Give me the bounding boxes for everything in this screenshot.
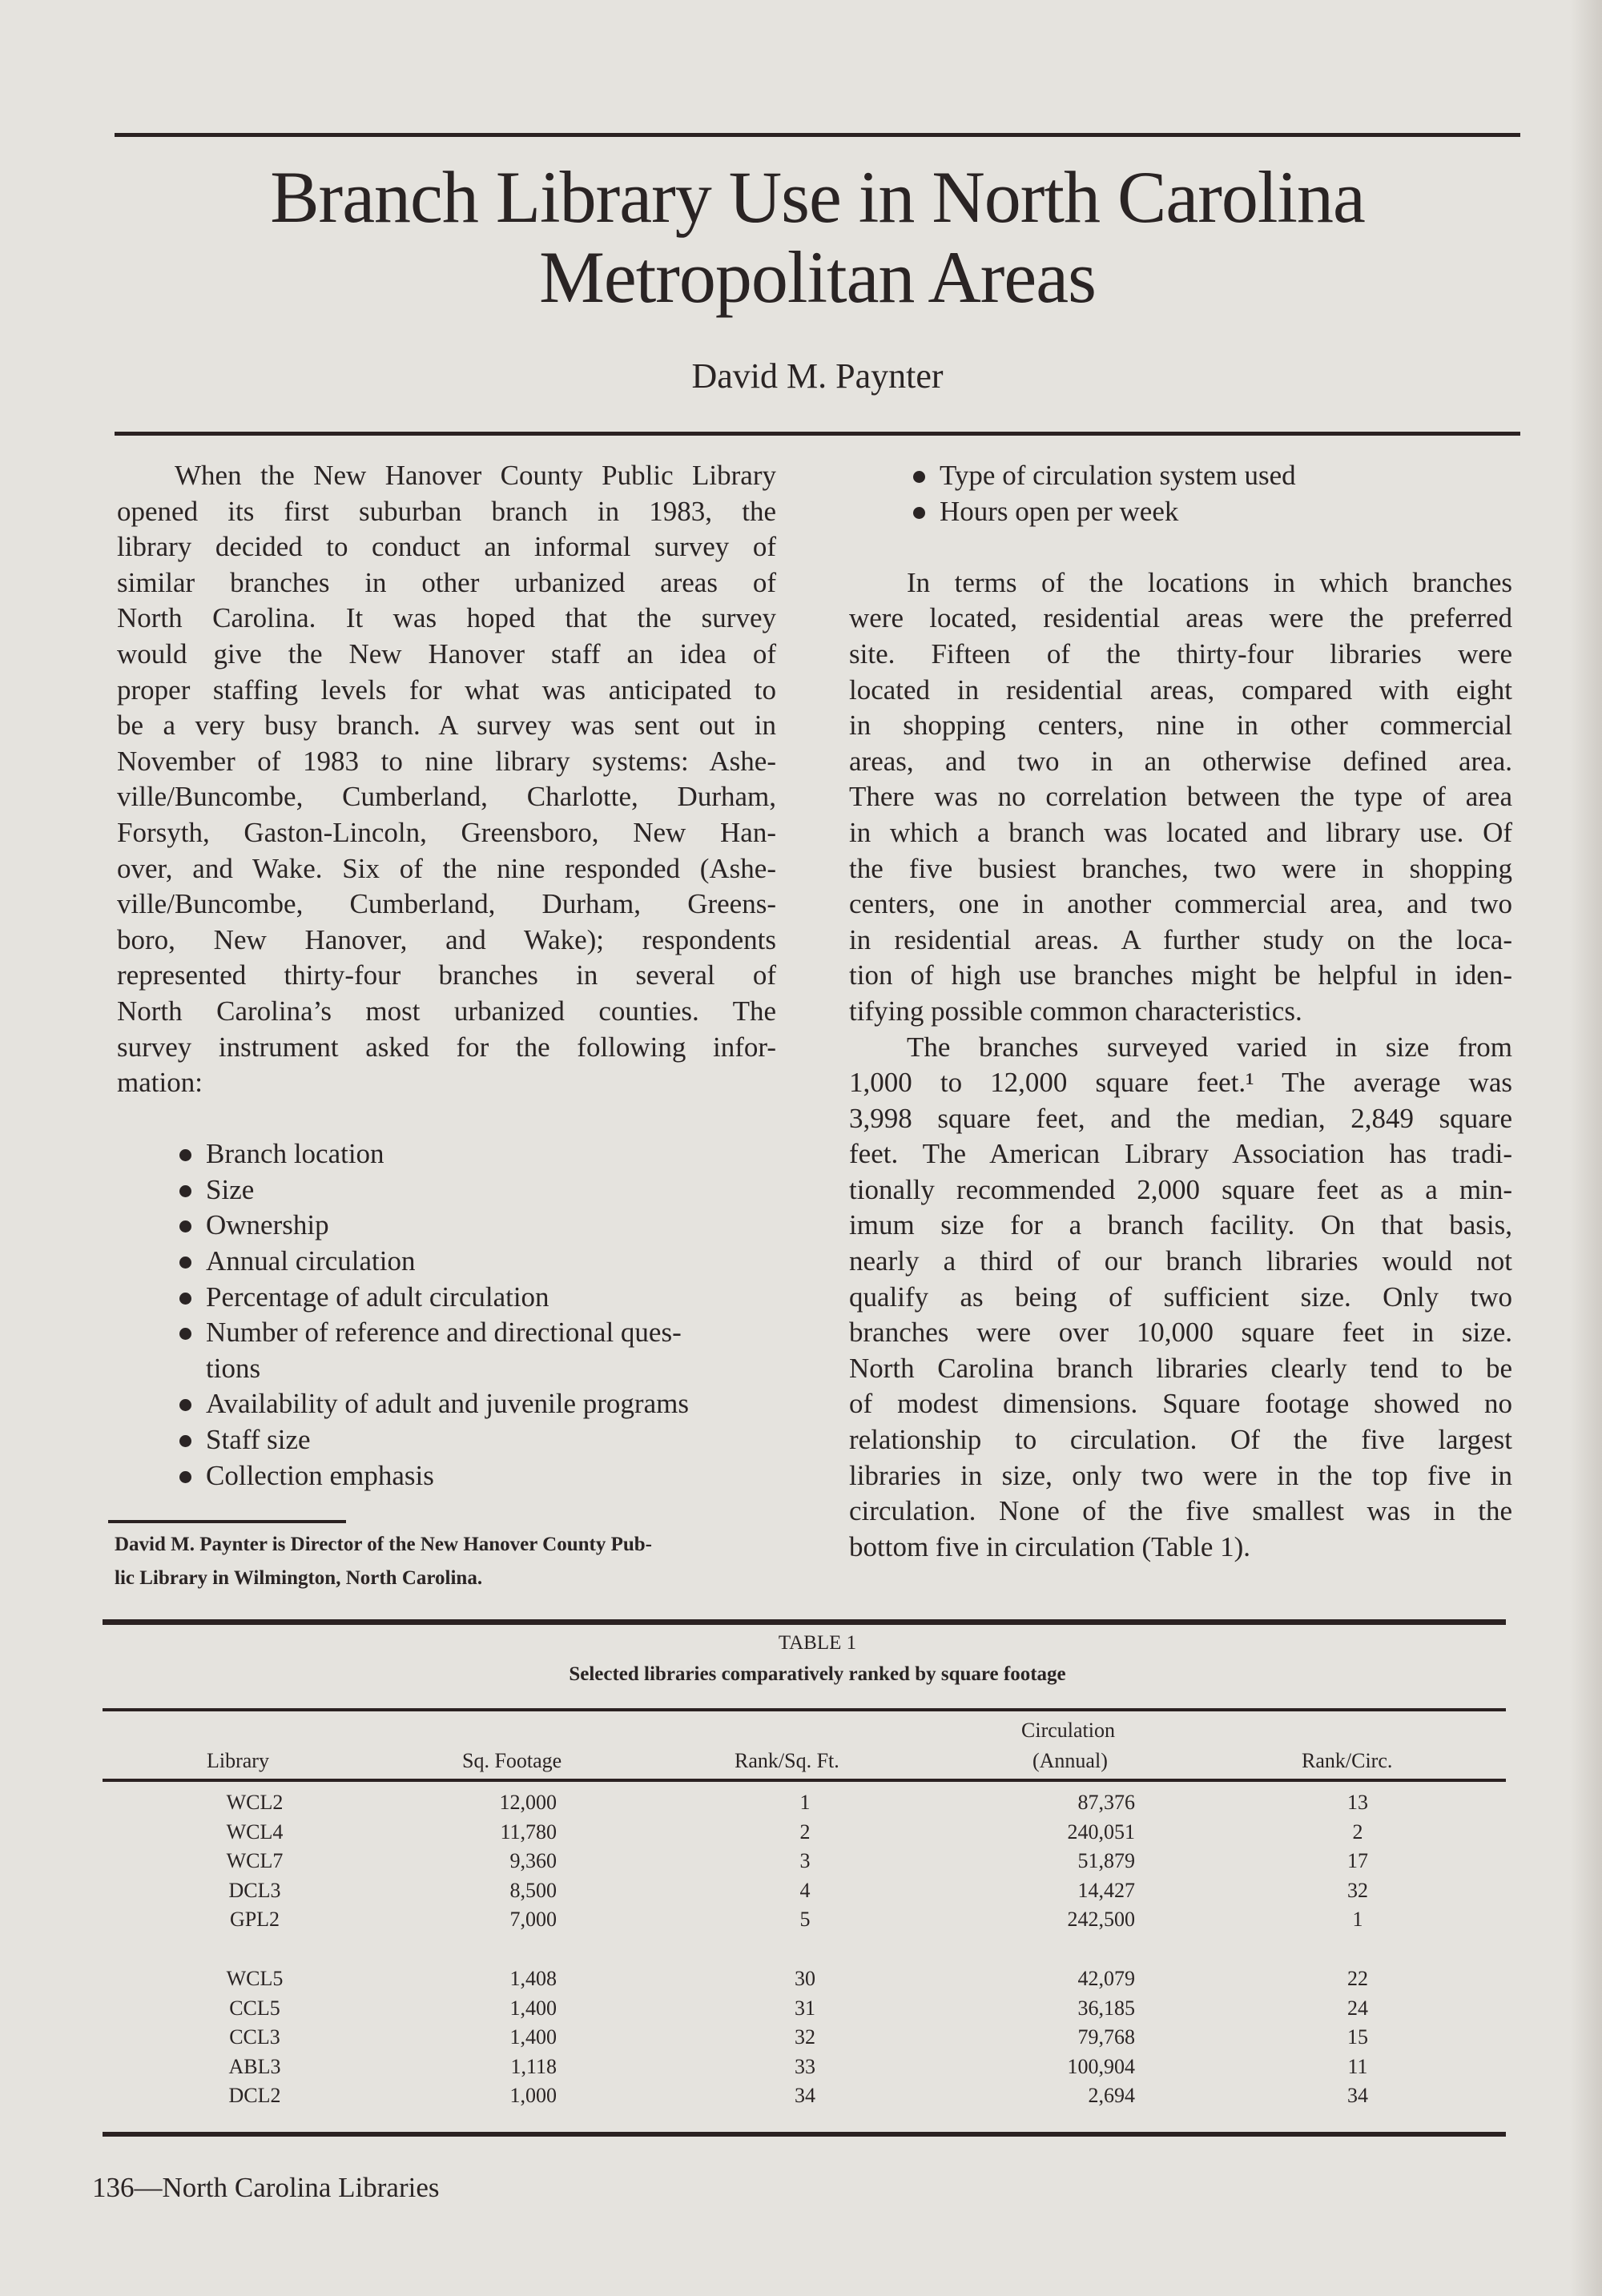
bullet-list (849, 458, 1512, 529)
paragraph-line: branches were over 10,000 square feet in size. (849, 1317, 1512, 1349)
table-cell: 13 (1347, 1791, 1368, 1814)
paragraph (117, 458, 776, 1101)
table-top-rule (103, 1619, 1506, 1625)
bullet-icon (913, 471, 925, 483)
bullet-icon (179, 1471, 191, 1483)
bullet-icon (179, 1220, 191, 1232)
bullet-icon (179, 1149, 191, 1161)
table-cell: 42,079 (1077, 1967, 1135, 1990)
paragraph-line: opened its first suburban branch in 1983, the (117, 495, 776, 527)
bullet-icon (913, 507, 925, 519)
byline: David M. Paynter (691, 356, 944, 396)
paragraph-line: North Carolina. It was hoped that the survey (117, 602, 776, 634)
paragraph-line: represented thirty-four branches in several of (117, 959, 776, 991)
article-title (115, 157, 1520, 317)
bullet-text: tions (206, 1352, 261, 1384)
table-cell: DCL2 (228, 2084, 281, 2107)
table-bottom-rule (103, 2132, 1506, 2137)
author-note-line: lic Library in Wilmington, North Carolina. (115, 1567, 483, 1589)
table-cell: 11 (1347, 2054, 1368, 2078)
spacer (117, 1101, 776, 1137)
table-cell: 2,694 (1088, 2084, 1135, 2107)
table-cell: 1,118 (510, 2054, 557, 2078)
bullet-icon (179, 1435, 191, 1447)
table-cell: 11,780 (500, 1820, 557, 1844)
table-cell: 32 (795, 2025, 815, 2049)
table-cell: WCL2 (226, 1791, 284, 1814)
header-circulation-annual: (Annual) (1032, 1749, 1108, 1772)
bullet-item (117, 1386, 776, 1422)
paragraph-line: in shopping centers, nine in other commercial (849, 710, 1512, 742)
bullet-text: Number of reference and directional ques- (206, 1317, 682, 1349)
bullet-list (117, 1136, 776, 1494)
table-cell: 4 (799, 1878, 811, 1902)
bullet-icon (179, 1328, 191, 1340)
author-note-line: David M. Paynter is Director of the New Hanover County Pub- (115, 1534, 653, 1555)
author-note (115, 1528, 787, 1595)
table-cell: 100,904 (1067, 2054, 1135, 2078)
header-sq-footage: Sq. Footage (462, 1749, 562, 1772)
paragraph-line: Forsyth, Gaston-Lincoln, Greensboro, New Han- (117, 816, 776, 848)
table-cell: 33 (795, 2054, 815, 2078)
table-cell: 34 (1347, 2084, 1368, 2107)
table-cell: 7,000 (509, 1908, 557, 1931)
table-cell: WCL4 (226, 1820, 284, 1844)
paragraph (849, 1030, 1512, 1566)
table-cell: 14,427 (1077, 1878, 1135, 1902)
paragraph-line: When the New Hanover County Public Library (175, 460, 776, 491)
paragraph-line: North Carolina branch libraries clearly tend to be (849, 1352, 1512, 1384)
table-cell: 24 (1347, 1996, 1368, 2020)
paragraph-line: were located, residential areas were the preferred (849, 602, 1512, 634)
table-label: TABLE 1 (778, 1632, 857, 1654)
paragraph-line: over, and Wake. Six of the nine responded (Ashe- (117, 852, 776, 884)
table-cell: 2 (799, 1820, 811, 1844)
bullet-icon (179, 1257, 191, 1269)
paragraph-line: circulation. None of the five smallest was in the (849, 1495, 1512, 1527)
paragraph-line: North Carolina’s most urbanized counties. The (117, 995, 776, 1027)
table-header-bottom-rule (103, 1779, 1506, 1782)
table-cell: 8,500 (509, 1878, 557, 1902)
bullet-text: Staff size (206, 1424, 311, 1456)
table-cell: CCL3 (229, 2025, 280, 2049)
bullet-text: Availability of adult and juvenile programs (206, 1388, 689, 1420)
bullet-item (849, 494, 1512, 530)
table-cell: 1,000 (509, 2084, 557, 2107)
bullet-item (117, 1172, 776, 1208)
table-cell: 22 (1347, 1967, 1368, 1990)
paragraph-line: There was no correlation between the type of area (849, 781, 1512, 813)
paragraph-line: nearly a third of our branch libraries would not (849, 1245, 1512, 1277)
table-cell: 242,500 (1067, 1908, 1135, 1931)
table-cell: GPL2 (229, 1908, 280, 1931)
bullet-text: Size (206, 1173, 255, 1205)
paragraph-line: in which a branch was located and library use. Of (849, 816, 1512, 848)
paragraph-line: ville/Buncombe, Cumberland, Durham, Greens- (117, 888, 776, 920)
bullet-item (117, 1280, 776, 1316)
paragraph-line: the five busiest branches, two were in shopping (849, 852, 1512, 884)
table-cell: 79,768 (1077, 2025, 1135, 2049)
table-cell: 1,400 (509, 1996, 557, 2020)
paragraph-line: survey instrument asked for the following infor- (117, 1031, 776, 1063)
bullet-icon (179, 1185, 191, 1197)
table-cell: DCL3 (228, 1878, 281, 1902)
table-cell: 240,051 (1067, 1820, 1135, 1844)
bullet-item (117, 1351, 776, 1387)
paragraph-line: In terms of the locations in which branches (907, 566, 1512, 598)
header-rank-sqft: Rank/Sq. Ft. (735, 1749, 839, 1772)
paragraph-line: tionally recommended 2,000 square feet as a min- (849, 1173, 1512, 1205)
paragraph-line: ville/Buncombe, Cumberland, Charlotte, Durham, (117, 781, 776, 813)
paragraph-line: similar branches in other urbanized areas of (117, 566, 776, 598)
page-footer: 136—North Carolina Libraries (92, 2172, 440, 2203)
table-cell: 87,376 (1077, 1791, 1135, 1814)
bullet-item (117, 1315, 776, 1351)
table-cell: 36,185 (1077, 1996, 1135, 2020)
left-column (117, 458, 776, 1494)
paragraph-line: 1,000 to 12,000 square feet.¹ The average was (849, 1067, 1512, 1099)
table-cell: 51,879 (1077, 1849, 1135, 1872)
paragraph-line: November of 1983 to nine library systems: Ashe- (117, 745, 776, 777)
bullet-icon (179, 1399, 191, 1411)
bullet-text: Type of circulation system used (940, 460, 1296, 491)
table-cell: 30 (795, 1967, 815, 1990)
title-line: Metropolitan Areas (539, 236, 1096, 318)
paragraph-line: areas, and two in an otherwise defined area. (849, 745, 1512, 777)
header-rank-circ: Rank/Circ. (1302, 1749, 1393, 1772)
table-cell: 31 (795, 1996, 815, 2020)
bullet-text: Annual circulation (206, 1245, 416, 1277)
header-library: Library (207, 1749, 269, 1772)
table-cell: 15 (1347, 2025, 1368, 2049)
paragraph-line: feet. The American Library Association has tradi- (849, 1138, 1512, 1170)
table-cell: WCL5 (226, 1967, 284, 1990)
paragraph-line: boro, New Hanover, and Wake); respondents (117, 923, 776, 955)
paragraph-line: site. Fifteen of the thirty-four libraries were (849, 637, 1512, 669)
paragraph-line: imum size for a branch facility. On that basis, (849, 1209, 1512, 1241)
paragraph-line: bottom five in circulation (Table 1). (849, 1530, 1251, 1562)
title-line: Branch Library Use in North Carolina (270, 156, 1365, 238)
table-cell: WCL7 (226, 1849, 284, 1872)
table-cell: 12,000 (499, 1791, 557, 1814)
bullet-icon (179, 1293, 191, 1305)
table-cell: 3 (799, 1849, 811, 1872)
bullet-item (117, 1208, 776, 1244)
paragraph-line: would give the New Hanover staff an idea of (117, 637, 776, 669)
spacer (849, 529, 1512, 565)
bullet-text: Branch location (206, 1138, 384, 1170)
table-cell: 1 (1352, 1908, 1363, 1931)
bullet-item (117, 1458, 776, 1494)
footnote-rule (108, 1520, 346, 1523)
table-cell: CCL5 (229, 1996, 280, 2020)
bullet-text: Ownership (206, 1209, 329, 1241)
paragraph-line: libraries in size, only two were in the top five in (849, 1459, 1512, 1491)
table-header-top-rule (103, 1708, 1506, 1711)
paragraph-line: be a very busy branch. A survey was sent out in (117, 710, 776, 742)
table-cell: 17 (1347, 1849, 1368, 1872)
table-cell: 5 (799, 1908, 811, 1931)
top-rule (115, 133, 1520, 137)
paragraph-line: 3,998 square feet, and the median, 2,849 square (849, 1102, 1512, 1134)
table-caption: Selected libraries comparatively ranked by square footage (569, 1663, 1066, 1685)
page-edge-shadow (1570, 0, 1602, 2296)
table-cell: 9,360 (509, 1849, 557, 1872)
bullet-text: Hours open per week (940, 495, 1179, 527)
table-cell: 1 (799, 1791, 811, 1814)
bullet-item (117, 1136, 776, 1172)
right-column (849, 458, 1512, 1565)
paragraph-line: located in residential areas, compared with eight (849, 674, 1512, 706)
paragraph-line: qualify as being of sufficient size. Only two (849, 1281, 1512, 1313)
table-cell: 1,408 (509, 1967, 557, 1990)
bullet-item (117, 1244, 776, 1280)
paragraph-line: of modest dimensions. Square footage showed no (849, 1388, 1512, 1420)
header-circulation: Circulation (1021, 1719, 1115, 1742)
table-cell: ABL3 (228, 2054, 281, 2078)
paragraph-line: centers, one in another commercial area, and two (849, 888, 1512, 920)
bullet-text: Percentage of adult circulation (206, 1281, 549, 1313)
bullet-item (849, 458, 1512, 494)
table-cell: 32 (1347, 1878, 1368, 1902)
byline-rule (115, 432, 1520, 436)
table-cell: 1,400 (509, 2025, 557, 2049)
paragraph-line: in residential areas. A further study on the loca- (849, 923, 1512, 955)
paragraph (849, 565, 1512, 1030)
paragraph-line: tifying possible common characteristics. (849, 995, 1302, 1027)
paragraph-line: library decided to conduct an informal survey of (117, 531, 776, 563)
paragraph-line: proper staffing levels for what was anticipated to (117, 674, 776, 706)
bullet-text: Collection emphasis (206, 1459, 434, 1491)
paragraph-line: The branches surveyed varied in size from (907, 1031, 1512, 1063)
paragraph-line: relationship to circulation. Of the five largest (849, 1424, 1512, 1456)
bullet-item (117, 1422, 776, 1458)
paragraph-line: tion of high use branches might be helpful in iden- (849, 959, 1512, 991)
table-cell: 2 (1352, 1820, 1363, 1844)
table-cell: 34 (795, 2084, 815, 2107)
paragraph-line: mation: (117, 1067, 203, 1099)
